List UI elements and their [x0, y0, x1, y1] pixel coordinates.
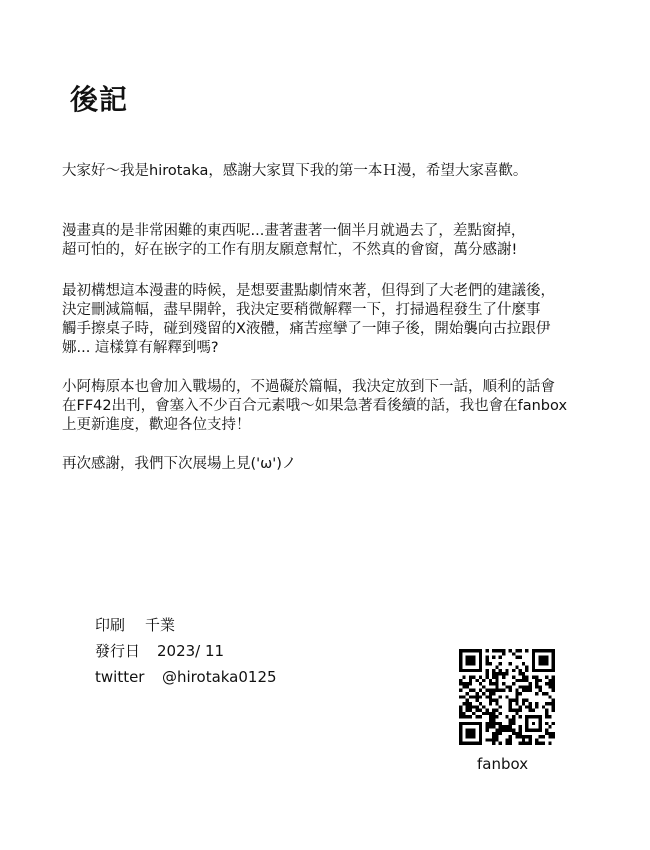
print-row [95, 612, 277, 638]
print-label: 印刷 [95, 616, 126, 634]
paragraph-greeting: 大家好～我是hirotaka，感謝大家買下我的第一本Ｈ漫，希望大家喜歡。 [62, 163, 528, 179]
paragraph-thanks: 再次感謝，我們下次展場上見('ω')ノ [62, 456, 297, 472]
issue-date-label: 發行日 [95, 642, 141, 660]
paragraph-difficulty: 漫畫真的是非常困難的東西呢...畫著畫著一個半月就過去了，差點窗掉， 超可怕的，好在嵌字的工作有朋友願意幫忙，不然真的會窗，萬分感謝! [62, 223, 526, 258]
twitter-label: twitter [95, 668, 145, 686]
qr-code-icon[interactable] [459, 649, 555, 745]
colophon [95, 612, 277, 690]
qr-label: fanbox [477, 755, 529, 773]
issue-date-row [95, 638, 277, 664]
twitter-row [95, 664, 277, 690]
paragraph-next-chapter: 小阿梅原本也會加入戰場的，不過礙於篇幅，我決定放到下一話，順利的話會 在FF42出刊，會塞入不少百合元素哦～如果急著看後續的話，我也會在fanbox 上更新進度，歡迎各位支持！ [62, 379, 568, 433]
issue-date-value: 2023/ 11 [157, 642, 225, 660]
page-title: 後記 [70, 83, 129, 116]
twitter-handle: @hirotaka0125 [162, 668, 277, 686]
paragraph-concept: 最初構想這本漫畫的時候，是想要畫點劇情來著，但得到了大老們的建議後， 決定刪減篇幅，盡早開幹，我決定要稍微解釋一下，打掃過程發生了什麼事 觸手擦桌子時，碰到殘留的X液體，痛苦痙攣了一陣子後，開始襲向古拉跟伊 娜... 這樣算有解釋到嗎? [62, 283, 555, 356]
print-value: 千業 [145, 616, 176, 634]
